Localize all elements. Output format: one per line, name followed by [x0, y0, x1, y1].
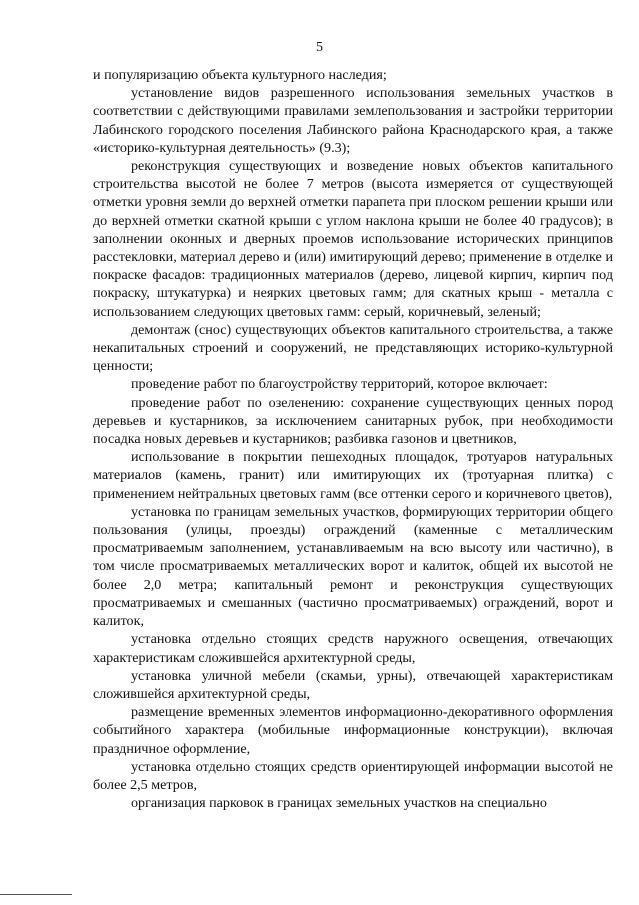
paragraph-paving: использование в покрытии пешеходных площадок, тротуаров натуральных материалов (камень, гранит) или имитирующих их (тротуарная плитка) с применением нейтральных цветовых гамм (все оттенки серого и коричневого цветов), — [93, 449, 613, 502]
paragraph-wayfinding: установка отдельно стоящих средств ориентирующей информации высотой не более 2,5 метров, — [93, 758, 613, 793]
paragraph-landscaping-intro: проведение работ по благоустройству территорий, которое включает: — [131, 376, 548, 393]
paragraph-parking: организация парковок в границах земельных участков на специально — [131, 795, 547, 812]
document-body — [93, 66, 613, 812]
page-number: 5 — [316, 40, 323, 55]
paragraph-fencing: установка по границам земельных участков, формирующих территории общего пользования (улицы, проезды) ограждений (каменные с металлическим просматриваемым заполнением, устанавливаемым на всю высоту или частично), в том числе просматриваемых металлических ворот и калиток, общей их высотой не более 2,0 метра; капитальный ремонт и реконструкция существующих просматриваемых и смешанных (частично просматриваемых) ограждений, ворот и калиток, — [93, 503, 613, 630]
paragraph-decorative-elements: размещение временных элементов информационно-декоративного оформления событийного характера (мобильные информационные конструкции), включая праздничное оформление, — [93, 704, 613, 757]
paragraph-street-furniture: установка уличной мебели (скамьи, урны), отвечающей характеристикам сложившейся архитектурной среды, — [93, 667, 613, 702]
paragraph-greening: проведение работ по озеленению: сохранение существующих ценных пород деревьев и кустарников, за исключением санитарных рубок, при необходимости посадка новых деревьев и кустарников; разбивка газонов и цветников, — [93, 394, 613, 448]
bottom-rule — [0, 894, 72, 895]
paragraph-continuation: и популяризацию объекта культурного наследия; — [93, 67, 387, 83]
paragraph-reconstruction: реконструкция существующих и возведение новых объектов капитального строительства высотой не более 7 метров (высота измеряется от существующей отметки уровня земли до верхней отметки парапета при плоском решении крыши или до верхней отметки скатной крыши с углом наклона крыши не более 40 градусов); в заполнении оконных и дверных проемов использование исторических принципов расстекловки, материал дерево и (или) имитирующий дерево; применение в отделке и покраске фасадов: традиционных материалов (дерево, лицевой кирпич, кирпич под покраску, штукатурка) и неярких цветовых гамм; для скатных крыш - металла с использованием следующих цветовых гамм: серый, коричневый, зеленый; — [93, 158, 613, 320]
paragraph-demolition: демонтаж (снос) существующих объектов капитального строительства, а также некапитальных строений и сооружений, не представляющих историко-культурной ценности; — [93, 321, 613, 375]
paragraph-lighting: установка отдельно стоящих средств наружного освещения, отвечающих характеристикам сложившейся архитектурной среды, — [93, 631, 613, 666]
paragraph-land-use: установление видов разрешенного использования земельных участков в соответствии с действующими правилами землепользования и застройки территории Лабинского городского поселения Лабинского района Краснодарского края, а также «историко-культурная деятельность» (9.3); — [93, 85, 613, 156]
